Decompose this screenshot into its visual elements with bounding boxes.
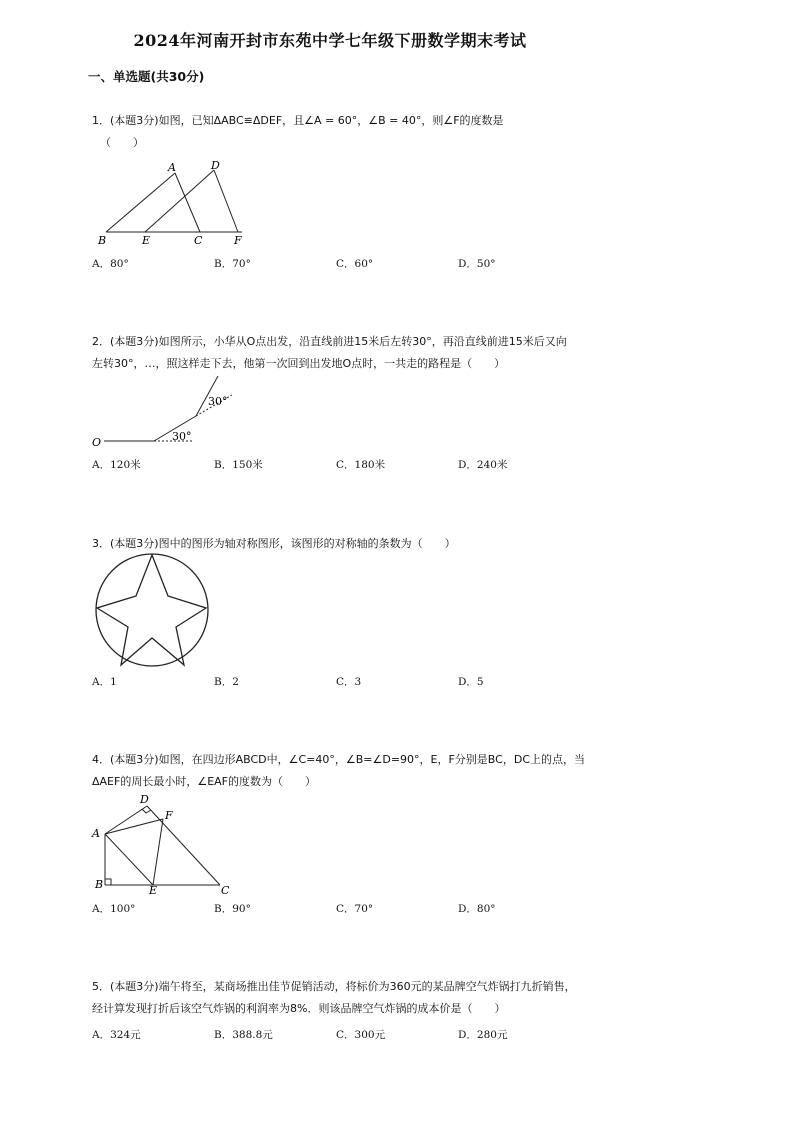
option-c[interactable]: C．60° <box>336 258 374 270</box>
question-1-text: 1．(本题3分)如图，已知ΔABC≌ΔDEF，且∠A = 60°，∠B = 40°，则∠F的度数是 <box>92 114 504 127</box>
label-E: E <box>149 884 158 897</box>
question-5-text: 5．(本题3分)端午将至，某商场推出佳节促销活动，将标价为360元的某品牌空气炸锅打九折销售， <box>92 980 576 993</box>
option-d[interactable]: D．80° <box>458 903 496 915</box>
option-d[interactable]: D．5 <box>458 676 484 688</box>
option-c[interactable]: C．70° <box>336 903 374 915</box>
angle-label-2: 30° <box>208 395 228 408</box>
option-c[interactable]: C．180米 <box>336 459 386 471</box>
option-b[interactable]: B．70° <box>214 258 251 270</box>
question-5-options <box>92 1027 572 1041</box>
question-3-options <box>92 674 572 688</box>
option-a[interactable]: A．120米 <box>92 459 141 471</box>
question-1-text-2: （ ） <box>100 136 144 149</box>
label-C: C <box>194 234 203 247</box>
section-heading: 一、单选题(共30分) <box>88 69 205 84</box>
option-a[interactable]: A．80° <box>92 258 129 270</box>
question-2-options <box>92 457 572 471</box>
label-D: D <box>211 159 220 172</box>
label-D: D <box>140 793 149 806</box>
question-1 <box>92 110 582 154</box>
path-figure <box>90 372 250 452</box>
quadrilateral-figure <box>90 790 240 898</box>
option-a[interactable]: A．100° <box>92 903 136 915</box>
question-3-text: 3．(本题3分)图中的图形为轴对称图形，该图形的对称轴的条数为（ ） <box>92 537 456 550</box>
option-b[interactable]: B．2 <box>214 676 239 688</box>
option-d[interactable]: D．240米 <box>458 459 508 471</box>
question-4-options <box>92 901 572 915</box>
option-c[interactable]: C．300元 <box>336 1029 386 1041</box>
label-F: F <box>234 234 242 247</box>
question-4 <box>92 749 585 793</box>
triangle-figure <box>90 158 260 248</box>
option-c[interactable]: C．3 <box>336 676 362 688</box>
option-d[interactable]: D．280元 <box>458 1029 508 1041</box>
label-A: A <box>92 827 100 840</box>
question-5-text-2: 经计算发现打折后该空气炸锅的利润率为8%．则该品牌空气炸锅的成本价是（ ） <box>92 1002 506 1015</box>
question-1-options <box>92 256 572 270</box>
option-b[interactable]: B．90° <box>214 903 251 915</box>
angle-label-1: 30° <box>172 430 192 443</box>
question-5 <box>92 976 582 1020</box>
star-in-circle-figure <box>90 552 220 668</box>
question-2 <box>92 331 582 375</box>
label-C: C <box>221 884 230 897</box>
question-4-text-2: ΔAEF的周长最小时，∠EAF的度数为（ ） <box>92 775 316 788</box>
option-a[interactable]: A．1 <box>92 676 117 688</box>
question-2-text: 2．(本题3分)如图所示，小华从O点出发，沿直线前进15米后左转30°，再沿直线前进15米后又向 <box>92 335 567 348</box>
option-d[interactable]: D．50° <box>458 258 496 270</box>
question-2-text-2: 左转30°，…，照这样走下去，他第一次回到出发地O点时，一共走的路程是（ ） <box>92 357 506 370</box>
page-title: 2024年河南开封市东苑中学七年级下册数学期末考试 <box>133 31 527 50</box>
label-O: O <box>92 436 102 449</box>
option-b[interactable]: B．388.8元 <box>214 1029 273 1041</box>
label-E: E <box>142 234 151 247</box>
option-b[interactable]: B．150米 <box>214 459 263 471</box>
label-F: F <box>165 809 173 822</box>
label-B: B <box>95 878 104 891</box>
question-4-text: 4．(本题3分)如图，在四边形ABCD中，∠C=40°，∠B=∠D=90°，E，F分别是BC，DC上的点，当 <box>92 753 585 766</box>
option-a[interactable]: A．324元 <box>92 1029 141 1041</box>
label-A: A <box>168 161 176 174</box>
label-B: B <box>98 234 107 247</box>
